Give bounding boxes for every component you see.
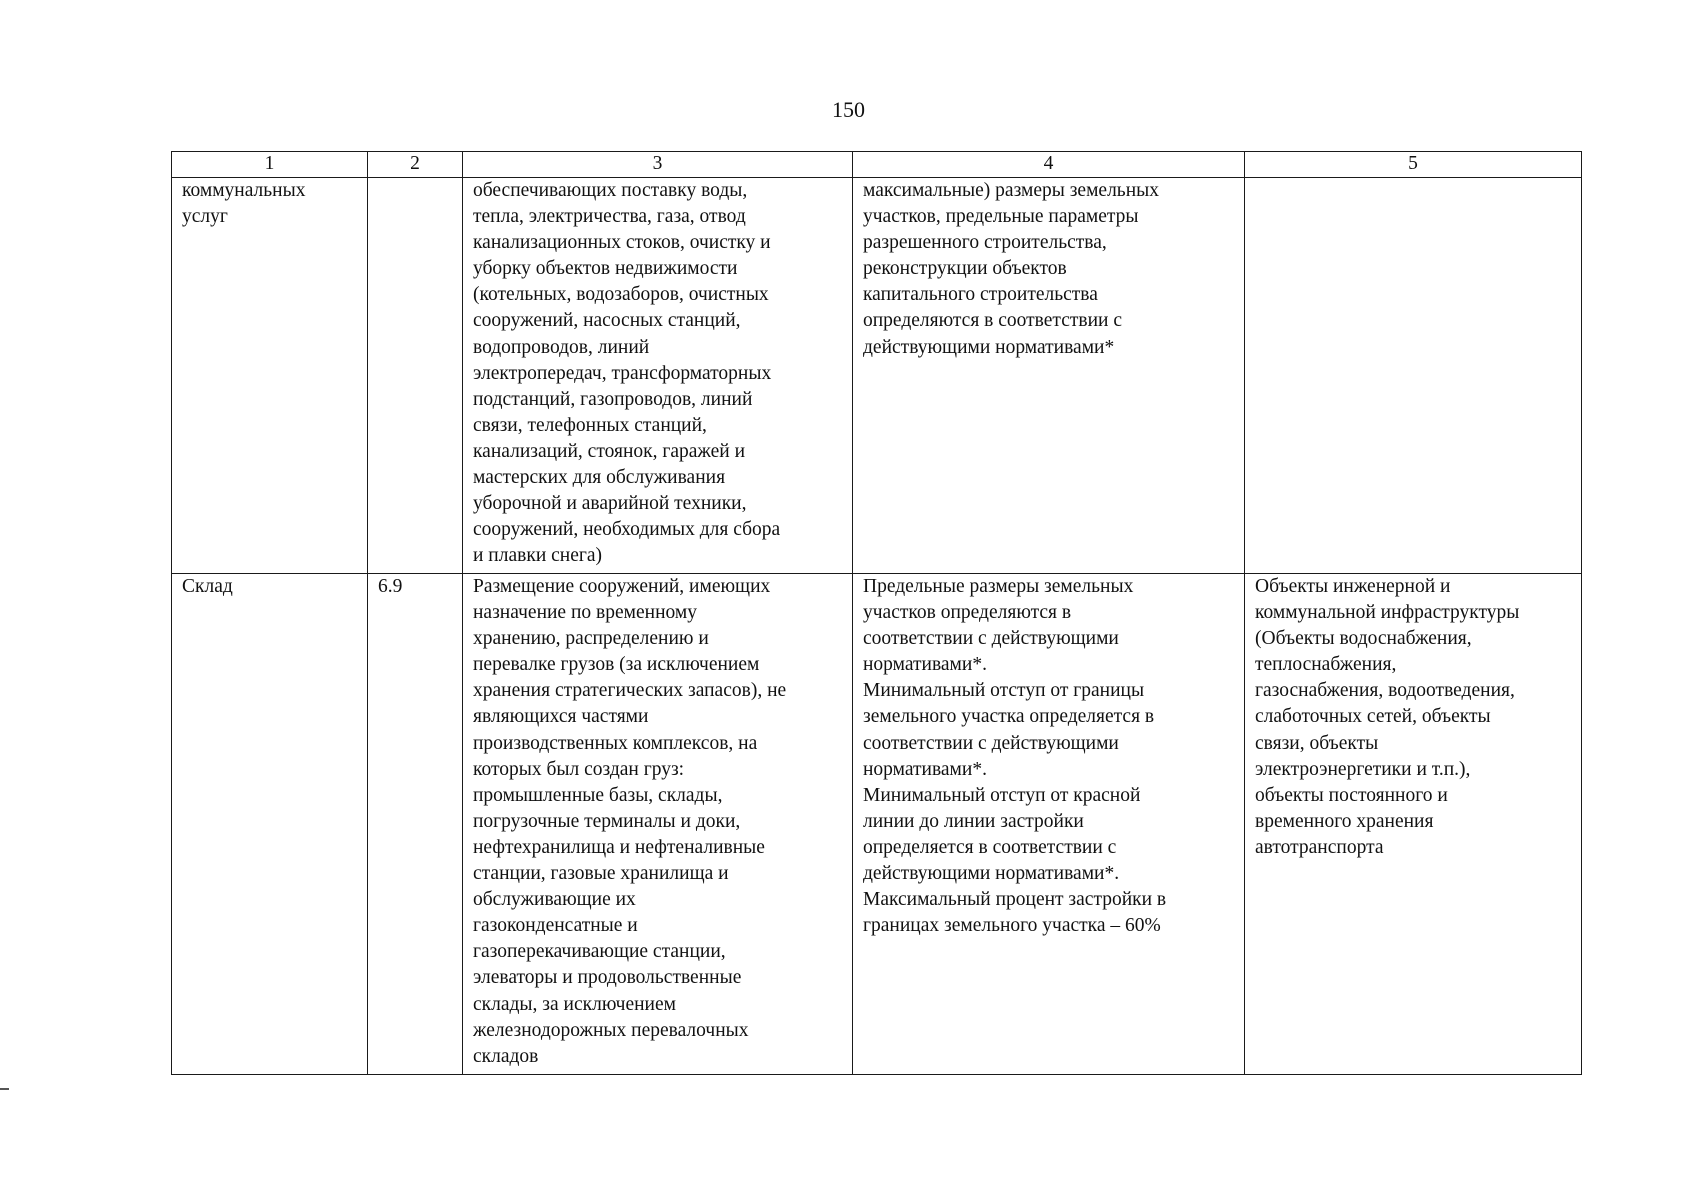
cell-description bbox=[463, 574, 853, 1075]
cell-text-line: являющихся частями bbox=[473, 706, 649, 728]
cell-text-line: Предельные размеры земельных bbox=[863, 576, 1134, 597]
cell-text-line: газоперекачивающие станции, bbox=[473, 941, 726, 963]
cell-text-line: максимальные) размеры земельных bbox=[863, 180, 1159, 201]
cell-text-line: водопроводов, линий bbox=[473, 336, 650, 358]
cell-land-use-name bbox=[172, 178, 368, 574]
cell-text-line: связи, объекты bbox=[1255, 732, 1379, 754]
cell-text-line: Минимальный отступ от границы bbox=[863, 680, 1145, 702]
cell-text-line: участков определяются в bbox=[863, 602, 1072, 624]
cell-text-line: соответствии с действующими bbox=[863, 732, 1119, 754]
header-col-2: 2 bbox=[368, 152, 463, 178]
cell-text-line: участков, предельные параметры bbox=[863, 206, 1139, 228]
cell-text-line: Минимальный отступ от красной bbox=[863, 784, 1141, 806]
cell-text-line: Объекты инженерной и bbox=[1255, 576, 1451, 597]
cell-text-line: обслуживающие их bbox=[473, 889, 636, 911]
cell-text-line: железнодорожных перевалочных bbox=[473, 1019, 749, 1041]
cell-text-line: разрешенного строительства, bbox=[863, 232, 1107, 254]
cell-text-line: временного хранения bbox=[1255, 810, 1434, 832]
cell-text-line: промышленные базы, склады, bbox=[473, 784, 723, 806]
cell-text-line: сооружений, необходимых для сбора bbox=[473, 519, 781, 541]
cell-text-line: производственных комплексов, на bbox=[473, 732, 758, 754]
cell-text-line: реконструкции объектов bbox=[863, 258, 1067, 280]
cell-text-line: капитального строительства bbox=[863, 284, 1098, 306]
cell-text-line: линии до линии застройки bbox=[863, 810, 1084, 832]
cell-text-line: действующими нормативами* bbox=[863, 336, 1115, 358]
cell-text-line: элеваторы и продовольственные bbox=[473, 967, 742, 989]
cell-text-line: земельного участка определяется в bbox=[863, 706, 1155, 728]
cell-description bbox=[463, 178, 853, 574]
cell-text-line: тепла, электричества, газа, отвод bbox=[473, 206, 746, 228]
header-col-4: 4 bbox=[853, 152, 1245, 178]
table-row bbox=[172, 178, 1582, 574]
cell-text-line: границах земельного участка – 60% bbox=[863, 915, 1161, 937]
header-col-3: 3 bbox=[463, 152, 853, 178]
cell-text-line: соответствии с действующими bbox=[863, 628, 1119, 650]
cell-text-line: уборочной и аварийной техники, bbox=[473, 493, 747, 515]
cell-text-line: коммунальных bbox=[182, 180, 306, 201]
cell-text-line: погрузочные терминалы и доки, bbox=[473, 810, 741, 832]
cell-text-line: услуг bbox=[182, 206, 228, 228]
cell-text-line: назначение по временному bbox=[473, 602, 697, 624]
cell-code bbox=[368, 574, 463, 1075]
cell-text-line: газоснабжения, водоотведения, bbox=[1255, 680, 1515, 702]
cell-text-line: электроэнергетики и т.п.), bbox=[1255, 758, 1471, 780]
zoning-table bbox=[171, 151, 1582, 1075]
cell-text-line: канализационных стоков, очистку и bbox=[473, 232, 771, 254]
cell-text-line: Максимальный процент застройки в bbox=[863, 889, 1167, 911]
cell-text-line: сооружений, насосных станций, bbox=[473, 310, 741, 332]
table-header-row bbox=[172, 152, 1582, 178]
scan-edge-mark bbox=[0, 1088, 9, 1090]
cell-text-line: хранения стратегических запасов), не bbox=[473, 680, 787, 702]
header-col-1: 1 bbox=[172, 152, 368, 178]
cell-text-line: складов bbox=[473, 1045, 539, 1067]
cell-text-line: уборку объектов недвижимости bbox=[473, 258, 738, 280]
cell-text-line: слаботочных сетей, объекты bbox=[1255, 706, 1491, 728]
cell-text-line: нормативами*. bbox=[863, 654, 987, 676]
cell-text-line: определяются в соответствии с bbox=[863, 310, 1122, 332]
cell-auxiliary-uses bbox=[1245, 178, 1582, 574]
cell-text-line: станции, газовые хранилища и bbox=[473, 863, 729, 885]
cell-text-line: (котельных, водозаборов, очистных bbox=[473, 284, 769, 306]
cell-text-line: нефтехранилища и нефтеналивные bbox=[473, 836, 765, 858]
cell-text-line: склады, за исключением bbox=[473, 993, 676, 1015]
cell-text-line: теплоснабжения, bbox=[1255, 654, 1397, 676]
cell-code bbox=[368, 178, 463, 574]
cell-text-line: электропередач, трансформаторных bbox=[473, 362, 772, 384]
cell-land-use-name bbox=[172, 574, 368, 1075]
header-col-5: 5 bbox=[1245, 152, 1582, 178]
cell-text-line: 6.9 bbox=[378, 576, 403, 597]
cell-text-line: канализаций, стоянок, гаражей и bbox=[473, 440, 746, 462]
cell-text-line: и плавки снега) bbox=[473, 545, 603, 567]
cell-text-line: (Объекты водоснабжения, bbox=[1255, 628, 1472, 650]
cell-text-line: подстанций, газопроводов, линий bbox=[473, 388, 753, 410]
cell-text-line: определяется в соответствии с bbox=[863, 836, 1117, 858]
cell-parameters bbox=[853, 574, 1245, 1075]
cell-text-line: действующими нормативами*. bbox=[863, 863, 1120, 885]
cell-text-line: Размещение сооружений, имеющих bbox=[473, 576, 771, 597]
cell-text-line: Склад bbox=[182, 576, 233, 597]
cell-text-line: связи, телефонных станций, bbox=[473, 414, 707, 436]
cell-text-line: обеспечивающих поставку воды, bbox=[473, 180, 748, 201]
cell-parameters bbox=[853, 178, 1245, 574]
cell-text-line: газоконденсатные и bbox=[473, 915, 638, 937]
cell-text-line: хранению, распределению и bbox=[473, 628, 709, 650]
cell-text-line: объекты постоянного и bbox=[1255, 784, 1448, 806]
cell-auxiliary-uses bbox=[1245, 574, 1582, 1075]
cell-text-line: мастерских для обслуживания bbox=[473, 467, 726, 489]
cell-text-line: коммунальной инфраструктуры bbox=[1255, 602, 1520, 624]
cell-text-line: нормативами*. bbox=[863, 758, 987, 780]
page-number: 150 bbox=[832, 97, 865, 122]
cell-text-line: автотранспорта bbox=[1255, 836, 1384, 858]
cell-text-line: перевалке грузов (за исключением bbox=[473, 654, 760, 676]
cell-text-line: которых был создан груз: bbox=[473, 758, 685, 780]
table-row bbox=[172, 574, 1582, 1075]
